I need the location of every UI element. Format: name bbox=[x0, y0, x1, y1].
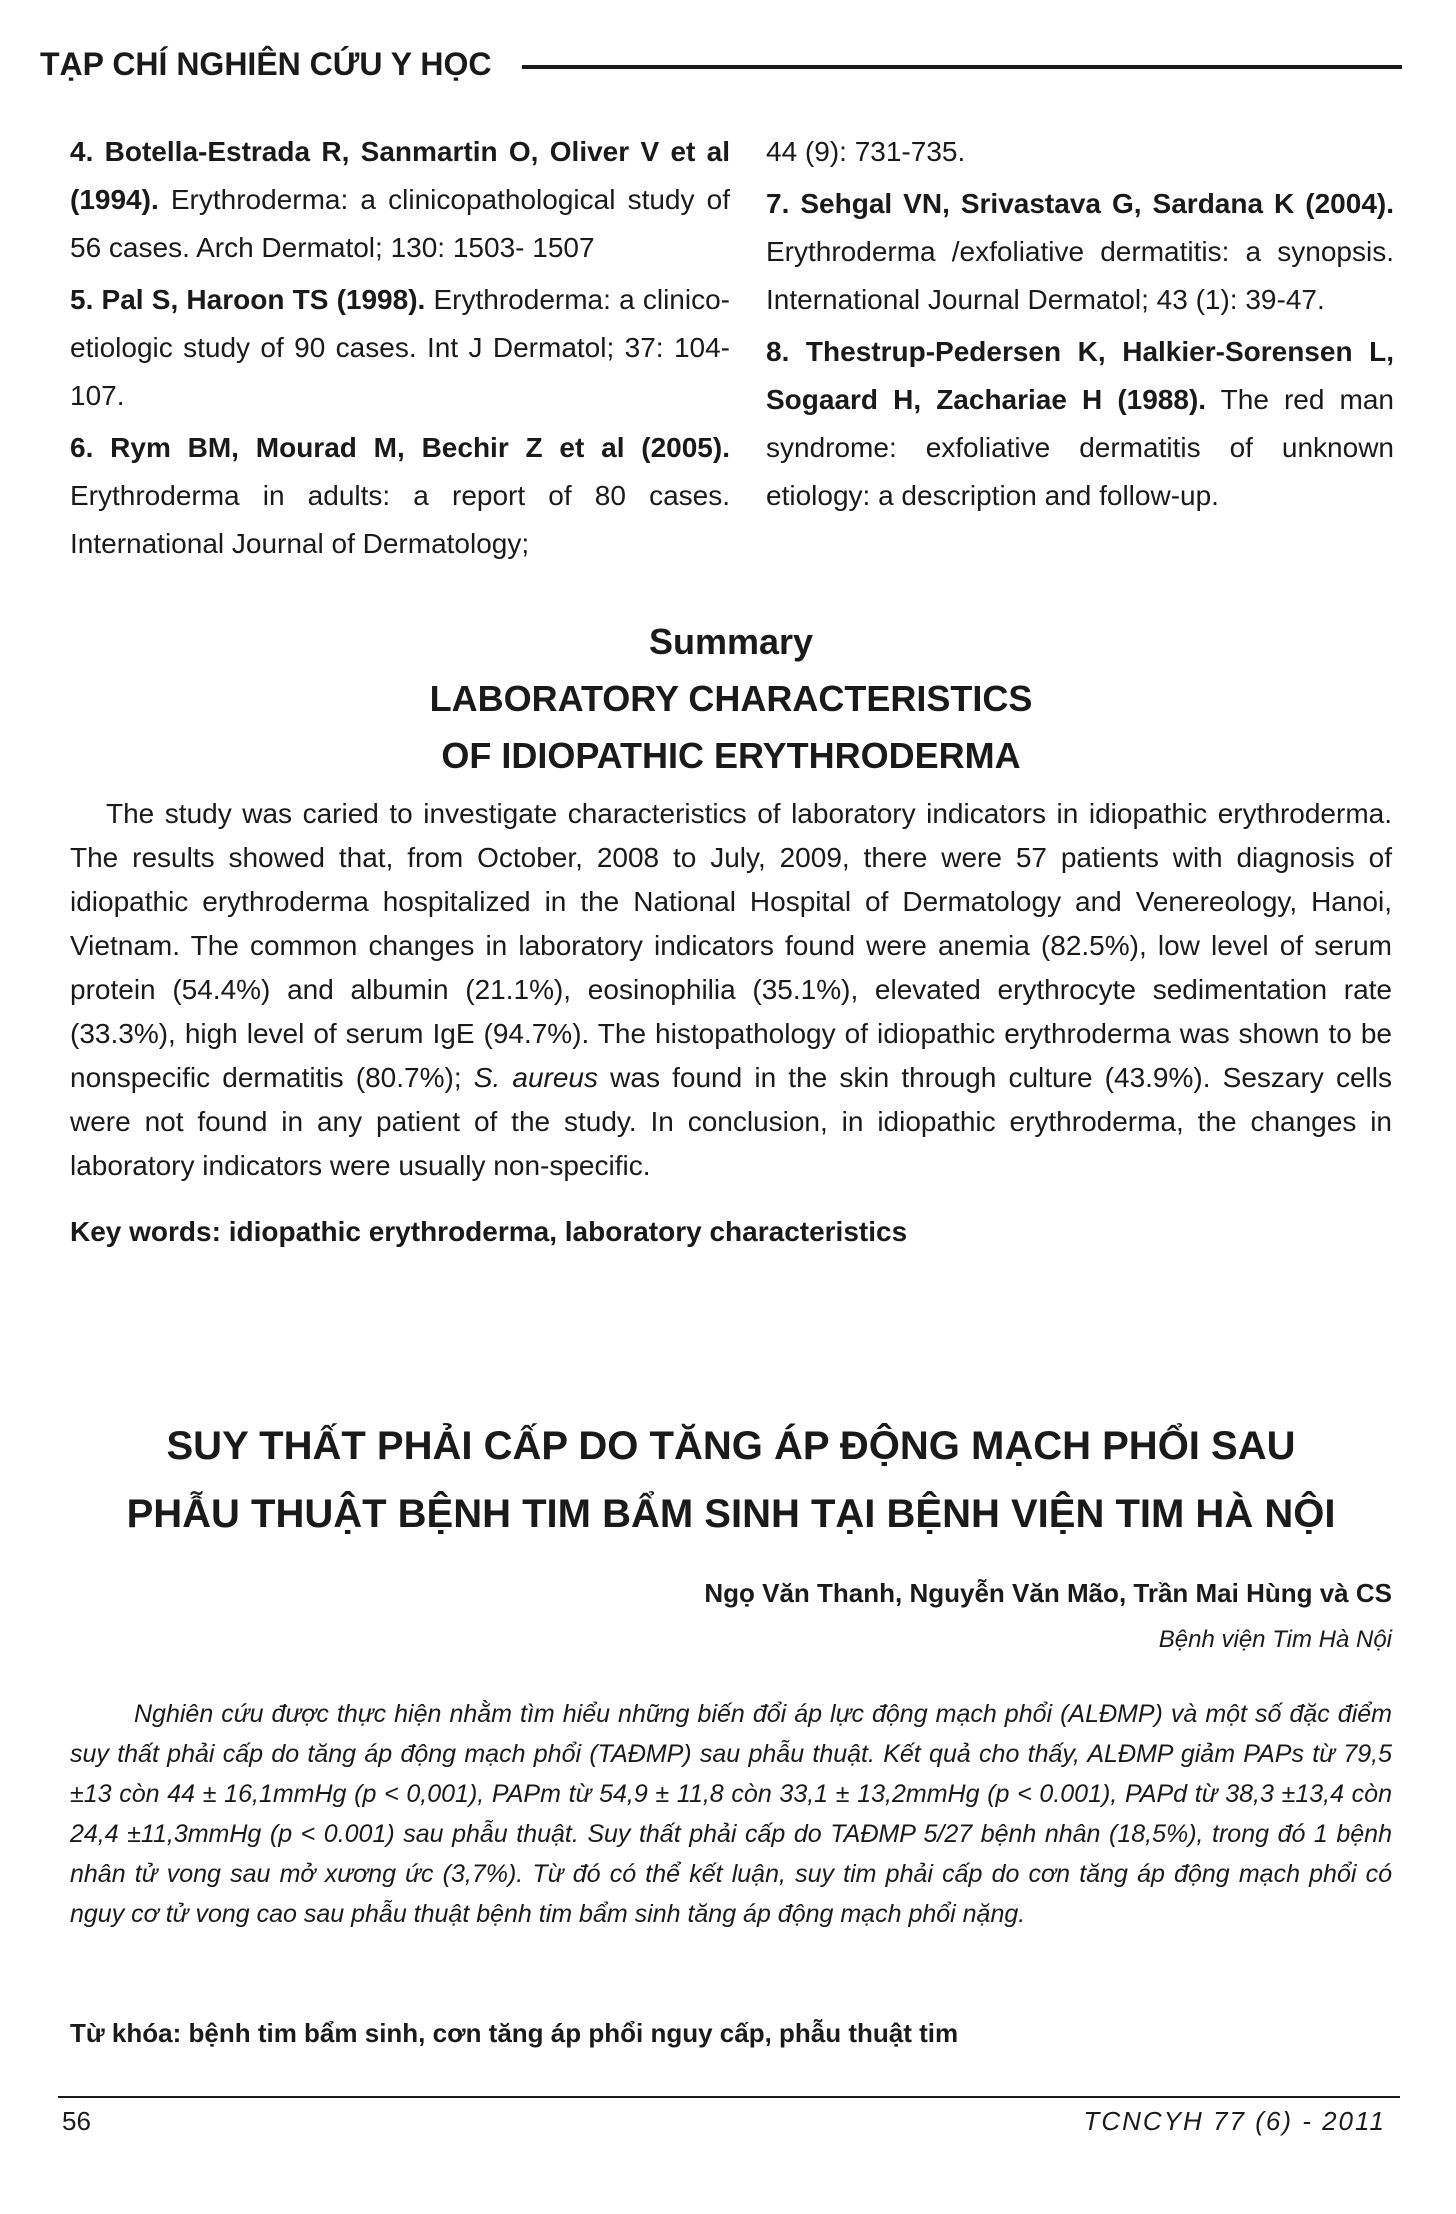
article-title-line-1: SUY THẤT PHẢI CẤP DO TĂNG ÁP ĐỘNG MẠCH PHỔI SAU bbox=[166, 1424, 1296, 1468]
reference-item bbox=[766, 180, 1394, 324]
reference-text: 44 (9): 731-735. bbox=[766, 136, 966, 167]
article-keywords: Từ khóa: bệnh tim bẩm sinh, cơn tăng áp phổi nguy cấp, phẫu thuật tim bbox=[70, 2018, 959, 2048]
reference-item bbox=[70, 128, 730, 272]
page-number: 56 bbox=[62, 2106, 91, 2136]
reference-item bbox=[766, 328, 1394, 520]
page-header bbox=[40, 38, 1416, 82]
reference-text: Erythroderma: a clinico-etiologic study of 90 cases. Int J Dermatol; 37: 104-107. bbox=[70, 284, 730, 411]
references-left-column bbox=[70, 128, 730, 572]
reference-authors: 6. Rym BM, Mourad M, Bechir Z et al (2005). bbox=[70, 432, 730, 463]
summary-keywords: Key words: idiopathic erythroderma, laboratory characteristics bbox=[70, 1216, 908, 1247]
article-title bbox=[70, 1412, 1392, 1548]
article-title-line-2: PHẪU THUẬT BỆNH TIM BẨM SINH TẠI BỆNH VIỆN TIM HÀ NỘI bbox=[126, 1492, 1336, 1536]
footer-rule bbox=[58, 2096, 1400, 2098]
summary-title-line-2: OF IDIOPATHIC ERYTHRODERMA bbox=[441, 735, 1021, 776]
reference-text: Erythroderma /exfoliative dermatitis: a synopsis. International Journal Dermatol; 43 (1): 39-47. bbox=[766, 236, 1394, 315]
header-rule bbox=[522, 65, 1402, 69]
references-right-column bbox=[766, 128, 1394, 524]
summary-section bbox=[70, 614, 1392, 1252]
reference-item bbox=[70, 276, 730, 420]
summary-title-line-1: LABORATORY CHARACTERISTICS bbox=[429, 678, 1033, 719]
summary-abstract bbox=[70, 792, 1392, 1188]
article-authors: Ngọ Văn Thanh, Nguyễn Văn Mão, Trần Mai Hùng và CS bbox=[704, 1578, 1392, 1608]
summary-heading: Summary bbox=[648, 621, 814, 662]
reference-item bbox=[766, 128, 1394, 176]
article-abstract: Nghiên cứu được thực hiện nhằm tìm hiểu những biến đổi áp lực động mạch phổi (ALĐMP) và một số đặc điểm suy thất phải cấp do tăng áp động mạch phổi (TAĐMP) sau phẫu thuật. Kết quả cho thấy, ALĐMP giảm PAPs từ 79,5 ±13 còn 44 ± 16,1mmHg (p < 0,001), PAPm từ 54,9 ± 11,8 còn 33,1 ± 13,2mmHg (p < 0.001), PAPd từ 38,3 ±13,4 còn 24,4 ±11,3mmHg (p < 0.001) sau phẫu thuật. Suy thất phải cấp do TAĐMP 5/27 bệnh nhân (18,5%), trong đó 1 bệnh nhân tử vong sau mở xương ức (3,7%). Từ đó có thể kết luận, suy tim phải cấp do cơn tăng áp động mạch phổi có nguy cơ tử vong cao sau phẫu thuật bệnh tim bẩm sinh tăng áp động mạch phổi nặng. bbox=[70, 1700, 1392, 1928]
article-affiliation: Bệnh viện Tim Hà Nội bbox=[1158, 1626, 1392, 1653]
reference-authors: 4. Botella-Estrada R, Sanmartin O, Oliver V et al (1994). bbox=[70, 136, 730, 215]
reference-text: Erythroderma: a clinicopathological study of 56 cases. Arch Dermatol; 130: 1503- 1507 bbox=[70, 184, 730, 263]
summary-species-name: S. aureus bbox=[473, 1062, 598, 1093]
summary-text-part-2: was found in the skin through culture (43.9%). Seszary cells were not found in any patient of the study. In conclusion, in idiopathic erythroderma, the changes in laboratory indicators were usually non-specific. bbox=[70, 1062, 1392, 1181]
reference-item bbox=[70, 424, 730, 568]
reference-authors: 8. Thestrup-Pedersen K, Halkier-Sorensen L, Sogaard H, Zachariae H (1988). bbox=[766, 336, 1394, 415]
reference-authors: 5. Pal S, Haroon TS (1998). bbox=[70, 284, 426, 315]
reference-text: The red man syndrome: exfoliative dermatitis of unknown etiology: a description and follow-up. bbox=[766, 384, 1394, 511]
journal-title: TẠP CHÍ NGHIÊN CỨU Y HỌC bbox=[40, 46, 492, 82]
reference-authors: 7. Sehgal VN, Srivastava G, Sardana K (2004). bbox=[766, 188, 1394, 219]
reference-text: Erythroderma in adults: a report of 80 cases. International Journal of Dermatology; bbox=[70, 480, 730, 559]
summary-text-part-1: The study was caried to investigate characteristics of laboratory indicators in idiopathic erythroderma. The results showed that, from October, 2008 to July, 2009, there were 57 patients with diagnosis of idiopathic erythroderma hospitalized in the National Hospital of Dermatology and Venereology, Hanoi, Vietnam. The common changes in laboratory indicators found were anemia (82.5%), low level of serum protein (54.4%) and albumin (21.1%), eosinophilia (35.1%), elevated erythrocyte sedimentation rate (33.3%), high level of serum IgE (94.7%). The histopathology of idiopathic erythroderma was shown to be nonspecific dermatitis (80.7%); bbox=[70, 798, 1392, 1093]
footer-journal-issue: TCNCYH 77 (6) - 2011 bbox=[1083, 2106, 1386, 2136]
